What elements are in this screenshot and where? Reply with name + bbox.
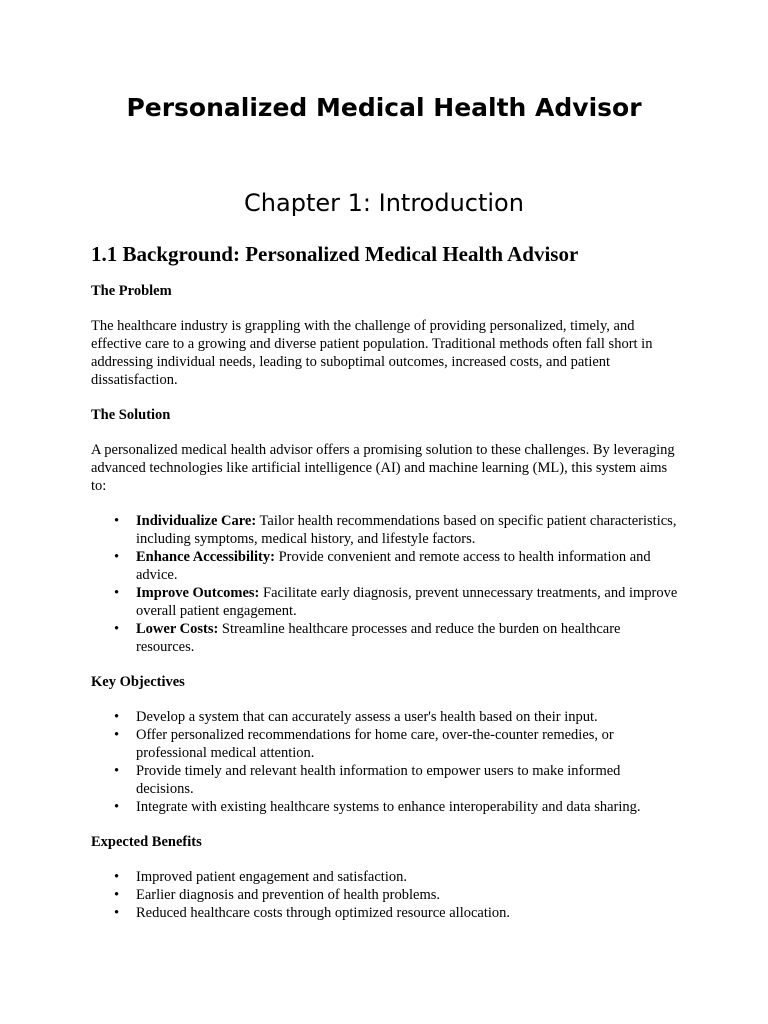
benefits-heading: Expected Benefits [91,834,202,850]
list-item-term: Individualize Care: [136,513,257,529]
benefits-list [91,868,681,922]
list-item [114,512,681,548]
list-item-text: Streamline healthcare processes and reduce the burden on healthcare resources. [136,621,621,655]
list-item-text: Tailor health recommendations based on specific patient characteristics, including symptoms, medical history, and lifestyle factors. [136,513,677,547]
section-title: 1.1 Background: Personalized Medical Health Advisor [91,242,579,266]
list-item-text: Reduced healthcare costs through optimized resource allocation. [136,905,511,921]
list-item-term: Lower Costs: [136,621,219,637]
bullet-icon: • [114,585,120,601]
list-item [114,620,681,656]
list-item-text: Earlier diagnosis and prevention of health problems. [136,887,441,903]
problem-heading: The Problem [91,283,172,299]
list-item-text: Integrate with existing healthcare systems to enhance interoperability and data sharing. [136,799,641,815]
solution-paragraph: A personalized medical health advisor offers a promising solution to these challenges. By leveraging advanced technologies like artificial intelligence (AI) and machine learning (ML), this system aims to: [91,442,675,494]
bullet-icon: • [114,513,120,529]
list-item-term: Improve Outcomes: [136,585,260,601]
problem-paragraph: The healthcare industry is grappling with the challenge of providing personalized, timely, and effective care to a growing and diverse patient population. Traditional methods often fall short in addressing individual needs, leading to suboptimal outcomes, increased costs, and patient dissatisfaction. [91,318,653,388]
list-item-text: Develop a system that can accurately assess a user's health based on their input. [136,709,598,725]
list-item [114,886,681,904]
bullet-icon: • [114,549,120,565]
list-item [114,904,681,922]
chapter-title: Chapter 1: Introduction [244,189,524,217]
bullet-icon: • [114,763,120,779]
list-item [114,868,681,886]
list-item [114,798,681,816]
solution-heading: The Solution [91,407,171,423]
solution-list [91,512,681,656]
objectives-list [91,708,681,816]
bullet-icon: • [114,887,120,903]
list-item [114,548,681,584]
document-title: Personalized Medical Health Advisor [126,93,642,122]
list-item-text: Provide timely and relevant health information to empower users to make informed decisions. [136,763,621,797]
bullet-icon: • [114,799,120,815]
list-item-text: Improved patient engagement and satisfaction. [136,869,407,885]
list-item-text: Provide convenient and remote access to health information and advice. [136,549,651,583]
list-item-term: Enhance Accessibility: [136,549,275,565]
document-body [91,240,681,939]
bullet-icon: • [114,869,120,885]
list-item [114,762,681,798]
objectives-heading: Key Objectives [91,674,185,690]
list-item [114,584,681,620]
list-item [114,708,681,726]
list-item-text: Facilitate early diagnosis, prevent unnecessary treatments, and improve overall patient engagement. [136,585,678,619]
list-item-text: Offer personalized recommendations for home care, over-the-counter remedies, or professional medical attention. [136,727,614,761]
bullet-icon: • [114,621,120,637]
bullet-icon: • [114,905,120,921]
bullet-icon: • [114,727,120,743]
list-item [114,726,681,762]
bullet-icon: • [114,709,120,725]
